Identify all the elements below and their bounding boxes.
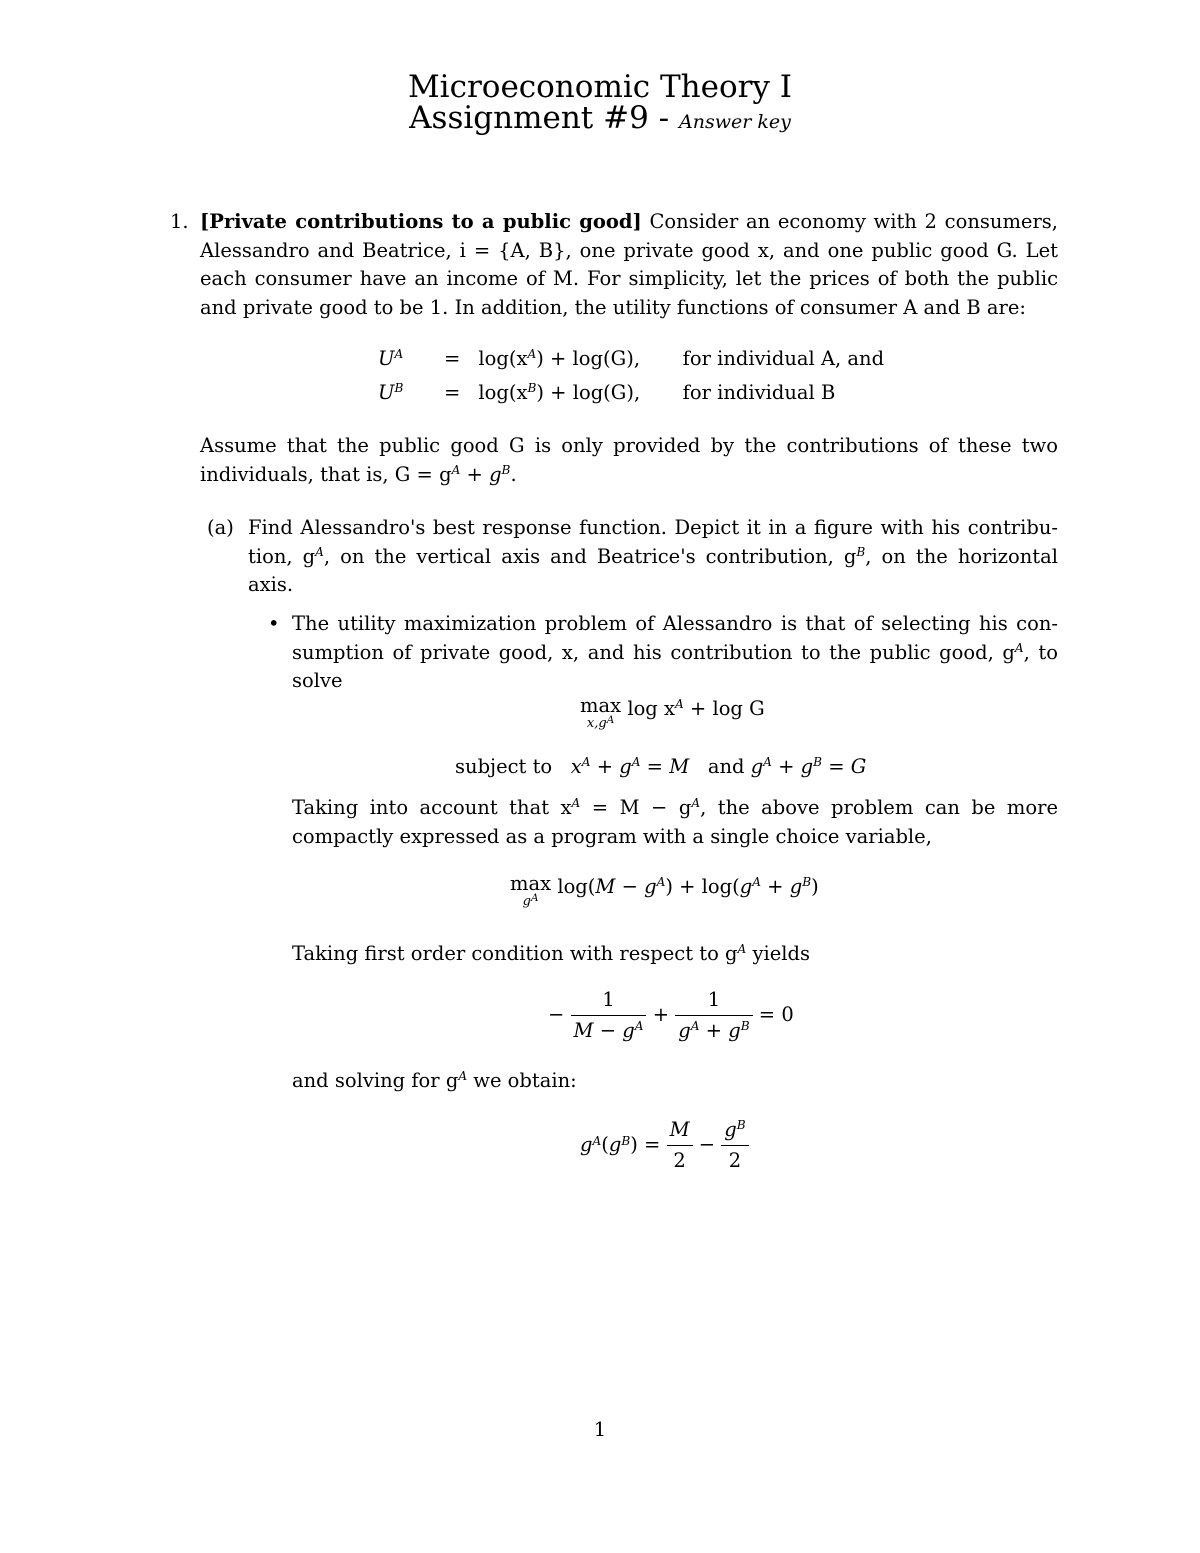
max-expression-1: max $x,g^A$ $\log x^A + \log G$ bbox=[580, 694, 765, 731]
substitution-paragraph: Taking into account that $x^A = M - g^A$, the above problem can be more compactly expressed as a program with a single choice variable, bbox=[292, 796, 1058, 848]
document-subtitle: Assignment #9 - Answer key bbox=[409, 100, 791, 136]
problem-heading: [Private contributions to a public good] bbox=[200, 210, 642, 233]
constraint-line: subject to $x^A + g^A = M$ and $g^A + g^B = G$ bbox=[455, 755, 867, 778]
best-response-equation: $g^A(g^B)$ = $\frac{M}{2}$ − $\frac{g^B}{2}$ bbox=[580, 1115, 749, 1176]
answer-key-label: Answer key bbox=[679, 111, 791, 133]
page-number: 1 bbox=[593, 1418, 607, 1441]
assumption-paragraph: Assume that the public good G is only provided by the contributions of these two individuals, that is, $G = g^A + g^B$. bbox=[200, 434, 1058, 486]
solve-text: and solving for $g^A$ we obtain: bbox=[292, 1069, 577, 1092]
foc-equation: − $\frac{1}{M - g^A}$ + $\frac{1}{g^A + g^B}$ = 0 bbox=[548, 985, 794, 1046]
utility-row-b: $U^B = \log(x^B) + \log(G)$, for individual B bbox=[378, 381, 836, 404]
bullet-icon: • bbox=[268, 612, 280, 635]
foc-text: Taking first order condition with respect to $g^A$ yields bbox=[292, 942, 810, 965]
utility-equations bbox=[378, 345, 938, 413]
part-a-question: Find Alessandro's best response function. Depict it in a figure with his contribu- tion, $g^A$, on the vertical axis and Beatrice's contribution, $g^B$, on the horizontal axis. bbox=[248, 516, 1058, 597]
problem-1-intro: [Private contributions to a public good] Consider an economy with 2 consumers, Alessandro and Beatrice, i = {A, B}, one private good x, and one public good G. Let each consumer have an income of M. For simplicity, let the prices of both the public and private good to be 1. In addition, the utility functions of consumer A and B are: bbox=[200, 210, 1058, 319]
part-a-label: (a) bbox=[207, 516, 234, 539]
bullet-paragraph: The utility maximization problem of Alessandro is that of selecting his con- sumption of private good, x, and his contribution to the public good, $g^A$, to solve bbox=[292, 612, 1058, 693]
max-expression-2: max $g^A$ $\log(M - g^A) + \log(g^A + g^B)$ bbox=[510, 872, 819, 909]
document-title: Microeconomic Theory I bbox=[407, 69, 793, 105]
problem-number: 1. bbox=[170, 210, 189, 233]
utility-row-a: $U^A = \log(x^A) + \log(G)$, for individual A, and bbox=[378, 347, 885, 370]
